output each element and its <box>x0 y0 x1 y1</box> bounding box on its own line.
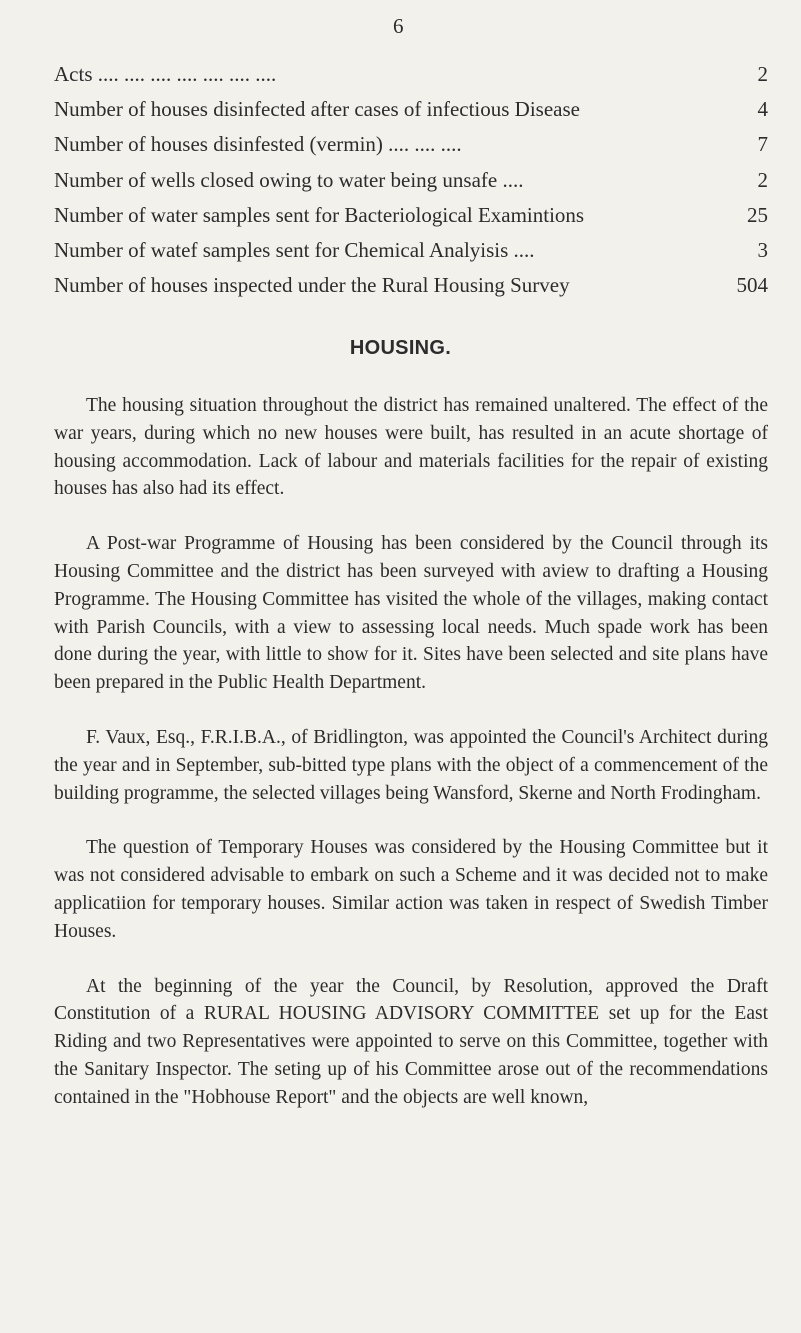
stat-label: Number of watef samples sent for Chemical Analyisis .... <box>54 237 535 262</box>
paragraph-advisory-committee: At the beginning of the year the Council, by Resolution, approved the Draft Constitution of a RURAL HOUSING ADVISORY COMMITTEE set up for the East Riding and two Representatives were appointed to serve on this Committee, together with the Sanitary Inspector. The seting up of his Committee arose out of the recommendations contained in the "Hobhouse Report" and the objects are well known, <box>54 975 768 1108</box>
stat-label: Acts .... .... .... .... .... .... .... <box>54 62 277 86</box>
section-body <box>54 392 768 1112</box>
statistics-list <box>54 64 768 310</box>
stat-label: Number of houses disinfested (vermin) .... .... .... <box>54 132 462 157</box>
stat-row-acts <box>54 64 768 99</box>
paragraph-architect-appointment: F. Vaux, Esq., F.R.I.B.A., of Bridlington, was appointed the Council's Architect during the year and in September, sub-bitted type plans with the object of a commencement of the building programme, the selected villages being Wansford, Skerne and North Frodingham. <box>54 726 768 804</box>
stat-label: Number of wells closed owing to water being unsafe .... <box>54 167 524 192</box>
stat-row-houses-disinfested <box>54 134 768 169</box>
paragraph-housing-situation: The housing situation throughout the district has remained unaltered. The effect of the war years, during which no new houses were built, has resulted in an acute shortage of housing accommodation. Lack of labour and materials facilities for the repair of existing houses has also had its effect. <box>54 395 768 500</box>
section-heading: HOUSING. <box>349 337 452 359</box>
page-number: 6 <box>393 14 404 38</box>
stat-row-houses-disinfected <box>54 99 768 134</box>
stat-row-bacteriological-samples <box>54 202 768 240</box>
stat-row-wells-closed <box>54 167 768 205</box>
stat-value: 25 <box>747 202 768 227</box>
stat-value: 2 <box>757 62 768 86</box>
stat-value: 504 <box>736 273 768 298</box>
stat-label: Number of houses inspected under the Rural Housing Survey <box>54 273 570 298</box>
stat-value: 7 <box>757 132 768 157</box>
stat-value: 2 <box>757 167 768 192</box>
stat-value: 4 <box>757 97 768 122</box>
paragraph-post-war-programme: A Post-war Programme of Housing has been considered by the Council through its Housing Committee and the district has been surveyed with aview to drafting a Housing Programme. The Housing Committee has visited the whole of the villages, making contact with Parish Councils, with a view to assessing local needs. Much spade work has been done during the year, with little to show for it. Sites have been selected and site plans have been prepared in the Public Health Department. <box>54 533 768 694</box>
stat-row-houses-inspected <box>54 275 768 310</box>
stat-row-chemical-samples <box>54 237 768 275</box>
paragraph-temporary-houses: The question of Temporary Houses was considered by the Housing Committee but it was not considered advisable to embark on such a Scheme and it was decided not to make applicatiion for temporary houses. Similar action was taken in respect of Swedish Timber Houses. <box>54 837 768 942</box>
stat-value: 3 <box>757 237 768 262</box>
stat-label: Number of houses disinfected after cases of infectious Disease <box>54 97 580 122</box>
stat-label: Number of water samples sent for Bacteriological Examintions <box>54 202 585 227</box>
